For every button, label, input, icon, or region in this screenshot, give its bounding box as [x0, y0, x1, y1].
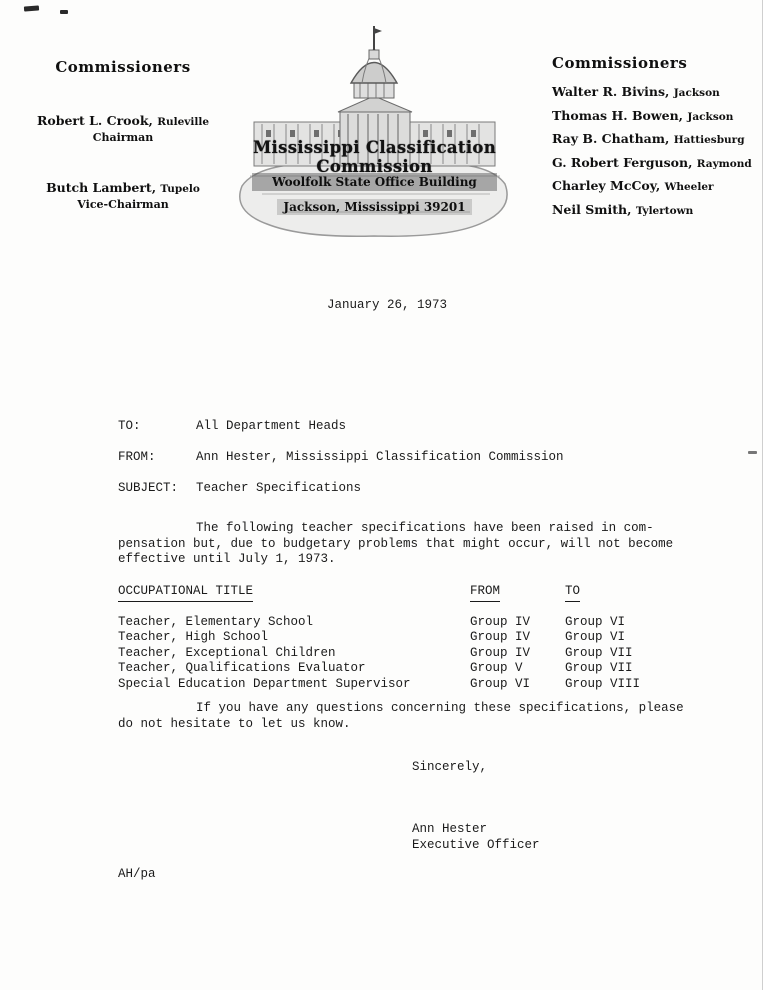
body-line: effective until July 1, 1973.	[118, 552, 336, 566]
org-address-line1: Woolfolk State Office Building	[252, 173, 497, 191]
body-paragraph	[118, 521, 708, 568]
memo-from-row	[118, 450, 718, 466]
table-row	[118, 615, 718, 631]
table-row	[118, 630, 718, 646]
cell-title: Teacher, Elementary School	[118, 614, 314, 629]
commissioner-name: Robert L. Crook,	[37, 113, 153, 128]
cell-to: Group VIII	[565, 676, 641, 691]
signature-title: Executive Officer	[412, 837, 540, 852]
signature-name: Ann Hester	[412, 822, 488, 836]
commissioner-city: Raymond	[696, 157, 752, 170]
scan-artifact	[748, 451, 757, 454]
commissioners-right-block	[552, 54, 752, 226]
memo-to-row	[118, 419, 718, 435]
commissioner-entry	[552, 85, 752, 100]
commissioner-role: Chairman	[92, 131, 154, 144]
letter-date: January 26, 1973	[327, 298, 448, 312]
letterhead-center	[222, 26, 527, 244]
cell-to: Group VI	[565, 614, 626, 629]
table-row	[118, 677, 718, 693]
signature-block	[412, 822, 540, 853]
commissioner-entry	[552, 156, 752, 171]
commissioner-entry	[552, 179, 752, 194]
commissioner-name: G. Robert Ferguson,	[552, 154, 693, 170]
body-line: The following teacher specifications have been raised in com-	[196, 521, 654, 535]
to-value: All Department Heads	[196, 419, 347, 433]
closing-line: If you have any questions concerning these specifications, please	[196, 701, 684, 715]
commissioners-left-block	[18, 58, 228, 212]
table-row	[118, 646, 718, 662]
from-label: FROM:	[118, 450, 156, 464]
cell-title: Special Education Department Supervisor	[118, 676, 411, 691]
cell-to: Group VII	[565, 661, 633, 675]
commissioner-name: Ray B. Chatham,	[552, 131, 670, 146]
cell-from: Group VI	[470, 676, 531, 691]
cell-title: Teacher, High School	[118, 630, 269, 644]
memo-subject-row	[118, 481, 718, 497]
to-label: TO:	[118, 419, 141, 433]
closing-line: do not hesitate to let us know.	[118, 716, 351, 731]
commissioner-city: Ruleville	[157, 116, 209, 128]
commissioner-entry	[18, 114, 228, 145]
cell-from: Group IV	[470, 645, 531, 660]
commissioners-title: Commissioners	[552, 54, 688, 72]
commissioner-entry	[552, 132, 752, 147]
table-row	[118, 661, 718, 677]
col-header-title: OCCUPATIONAL TITLE	[118, 584, 253, 602]
col-header-from: FROM	[470, 584, 500, 602]
commissioner-name: Butch Lambert,	[46, 180, 157, 195]
table-header-row	[118, 584, 718, 602]
commissioner-city: Wheeler	[664, 181, 714, 193]
commissioner-city: Jackson	[673, 87, 720, 99]
cell-from: Group IV	[470, 630, 531, 644]
col-header-to: TO	[565, 584, 580, 602]
commissioner-name: Neil Smith,	[552, 201, 632, 217]
commissioner-name: Thomas H. Bowen,	[552, 107, 684, 123]
commissioner-entry	[552, 203, 752, 218]
commissioner-city: Jackson	[687, 110, 734, 123]
cell-to: Group VII	[565, 645, 633, 660]
commissioners-title: Commissioners	[55, 58, 191, 76]
org-name: Mississippi Classification Commission	[252, 138, 497, 176]
valediction: Sincerely,	[412, 760, 488, 774]
from-value: Ann Hester, Mississippi Classification Commission	[196, 450, 564, 464]
subject-value: Teacher Specifications	[196, 481, 362, 495]
cell-from: Group IV	[470, 614, 531, 629]
commissioner-city: Hattiesburg	[673, 134, 745, 146]
commissioner-city: Tylertown	[635, 204, 694, 217]
commissioner-role: Vice-Chairman	[77, 198, 169, 211]
closing-paragraph	[118, 701, 708, 732]
cell-title: Teacher, Exceptional Children	[118, 645, 336, 660]
org-address-line2: Jackson, Mississippi 39201	[277, 199, 472, 215]
specification-table	[118, 584, 718, 692]
commissioner-entry	[552, 109, 752, 124]
scan-artifact	[24, 5, 39, 11]
commissioner-name: Charley McCoy,	[552, 178, 661, 193]
scan-artifact	[60, 10, 68, 14]
cell-from: Group V	[470, 661, 523, 675]
cell-to: Group VI	[565, 630, 626, 644]
commissioner-entry	[18, 181, 228, 212]
body-line: pensation but, due to budgetary problems that might occur, will not become	[118, 536, 674, 551]
cell-title: Teacher, Qualifications Evaluator	[118, 661, 366, 675]
subject-label: SUBJECT:	[118, 481, 179, 495]
commissioner-name: Walter R. Bivins,	[552, 84, 670, 99]
typist-initials: AH/pa	[118, 867, 156, 881]
commissioner-city: Tupelo	[160, 183, 200, 195]
memo-header	[118, 419, 718, 512]
